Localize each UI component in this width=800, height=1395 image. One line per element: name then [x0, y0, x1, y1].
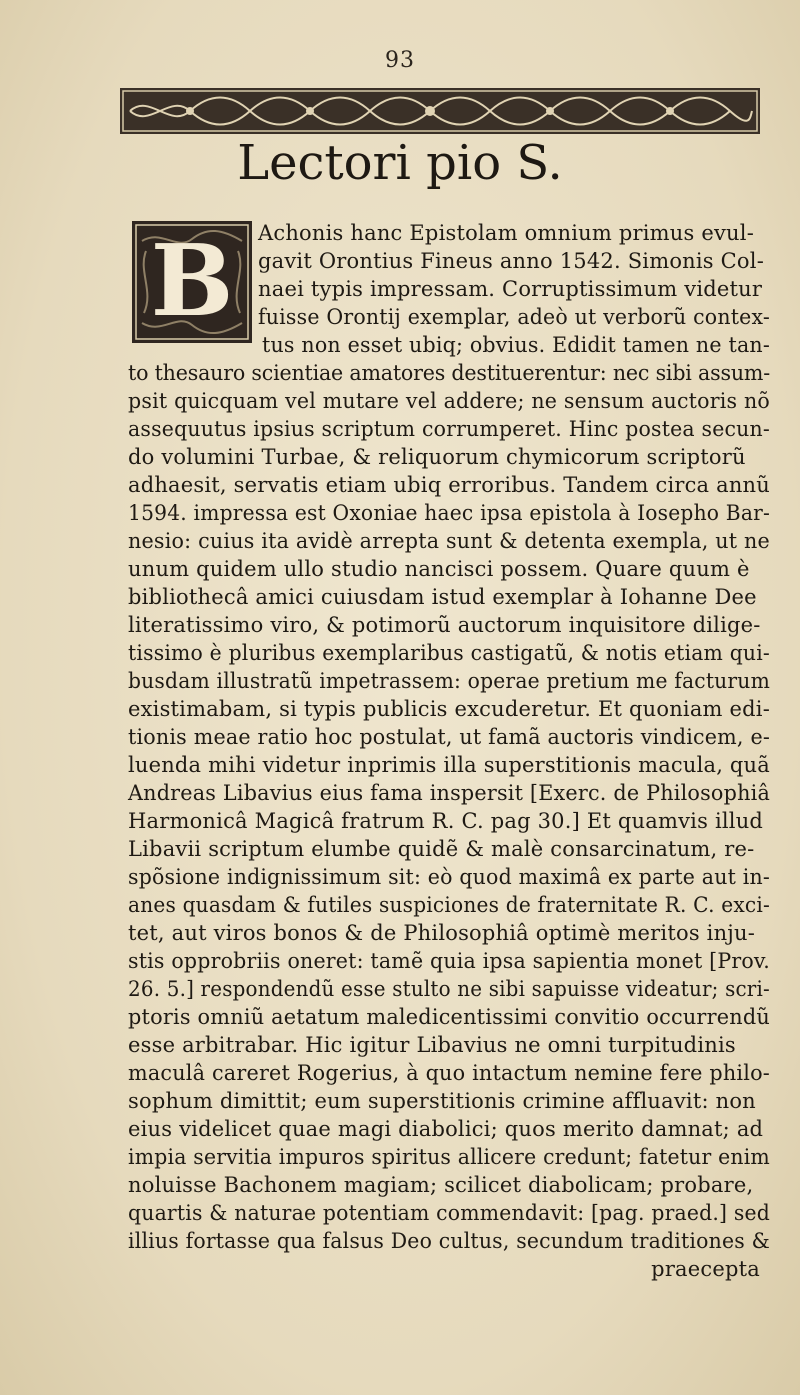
text-line: anes quasdam & futiles suspiciones de fraternitate R. C. exci- — [128, 893, 771, 917]
text-line: Libavii scriptum elumbe quidẽ & malè consarcinatum, re- — [128, 837, 755, 861]
text-line: noluisse Bachonem magiam; scilicet diabolicam; probare, — [128, 1173, 754, 1197]
text-line: literatissimo viro, & potimorũ auctorum inquisitore dilige- — [128, 613, 761, 637]
text-line: tet, aut viros bonos & de Philosophiâ optimè meritos inju- — [128, 921, 756, 945]
text-line: assequutus ipsius scriptum corrumperet. Hinc postea secun- — [128, 417, 771, 441]
text-line: luenda mihi videtur inprimis illa superstitionis macula, quã — [128, 753, 770, 777]
text-line: impia servitia impuros spiritus allicere credunt; fatetur enim — [128, 1145, 770, 1169]
text-line: gavit Orontius Fineus anno 1542. Simonis Col- — [258, 249, 764, 273]
text-line: esse arbitrabar. Hic igitur Libavius ne omni turpitudinis — [128, 1033, 736, 1057]
text-line: sophum dimittit; eum superstitionis crimine affluavit: non — [128, 1089, 756, 1113]
text-line: praecepta — [651, 1257, 760, 1281]
text-line: 26. 5.] respondendũ esse stulto ne sibi sapuisse videatur; scri- — [128, 977, 770, 1001]
text-line: do volumini Turbae, & reliquorum chymicorum scriptorũ — [128, 445, 746, 469]
text-line: bibliothecâ amici cuiusdam istud exemplar à Iohanne Dee — [128, 585, 757, 609]
text-line: adhaesit, servatis etiam ubiq erroribus. Tandem circa annũ — [128, 473, 770, 497]
page-heading: Lectori pio S. — [237, 135, 563, 191]
text-line: to thesauro scientiae amatores destituerentur: nec sibi assum- — [128, 361, 770, 385]
text-line: fuisse Orontij exemplar, adeò ut verborũ contex- — [258, 305, 770, 329]
text-line: nesio: cuius ita avidè arrepta sunt & detenta exempla, ut ne — [128, 529, 770, 553]
text-line: Andreas Libavius eius fama inspersit [Exerc. de Philosophiâ — [128, 781, 771, 805]
text-line: 1594. impressa est Oxoniae haec ipsa epistola à Iosepho Bar- — [128, 501, 771, 525]
initial-letter: B — [150, 224, 234, 339]
text-line: Achonis hanc Epistolam omnium primus evul- — [258, 221, 754, 245]
text-line: eius videlicet quae magi diabolici; quos merito damnat; ad — [128, 1117, 764, 1141]
text-line: Harmonicâ Magicâ fratrum R. C. pag 30.] Et quamvis illud — [128, 809, 764, 833]
text-line: existimabam, si typis publicis excuderetur. Et quoniam edi- — [128, 697, 771, 721]
text-line: busdam illustratũ impetrassem: operae pretium me facturum — [128, 669, 770, 693]
text-line: psit quicquam vel mutare vel addere; ne sensum auctoris nõ — [128, 389, 771, 413]
text-line: illius fortasse qua falsus Deo cultus, secundum traditiones & — [128, 1229, 770, 1253]
text-line: tissimo è pluribus exemplaribus castigatũ, & notis etiam qui- — [128, 641, 770, 665]
text-line: spõsione indignissimum sit: eò quod maximâ ex parte aut in- — [128, 865, 771, 889]
text-line: tus non esset ubiq; obvius. Edidit tamen ne tan- — [262, 333, 770, 357]
page-number: 93 — [385, 48, 415, 73]
text-line: naei typis impressam. Corruptissimum videtur — [258, 277, 763, 301]
text-line: maculâ careret Rogerius, à quo intactum nemine fere philo- — [128, 1061, 770, 1085]
text-line: ptoris omniũ aetatum maledicentissimi convitio occurrendũ — [128, 1005, 771, 1029]
text-line: stis opprobriis oneret: tamẽ quia ipsa sapientia monet [Prov. — [128, 949, 770, 973]
text-line: tionis meae ratio hoc postulat, ut famã auctoris vindicem, e- — [128, 725, 771, 749]
text-line: unum quidem ullo studio nancisci possem. Quare quum è — [128, 557, 750, 581]
text-line: quartis & naturae potentiam commendavit: [pag. praed.] sed — [128, 1201, 771, 1225]
